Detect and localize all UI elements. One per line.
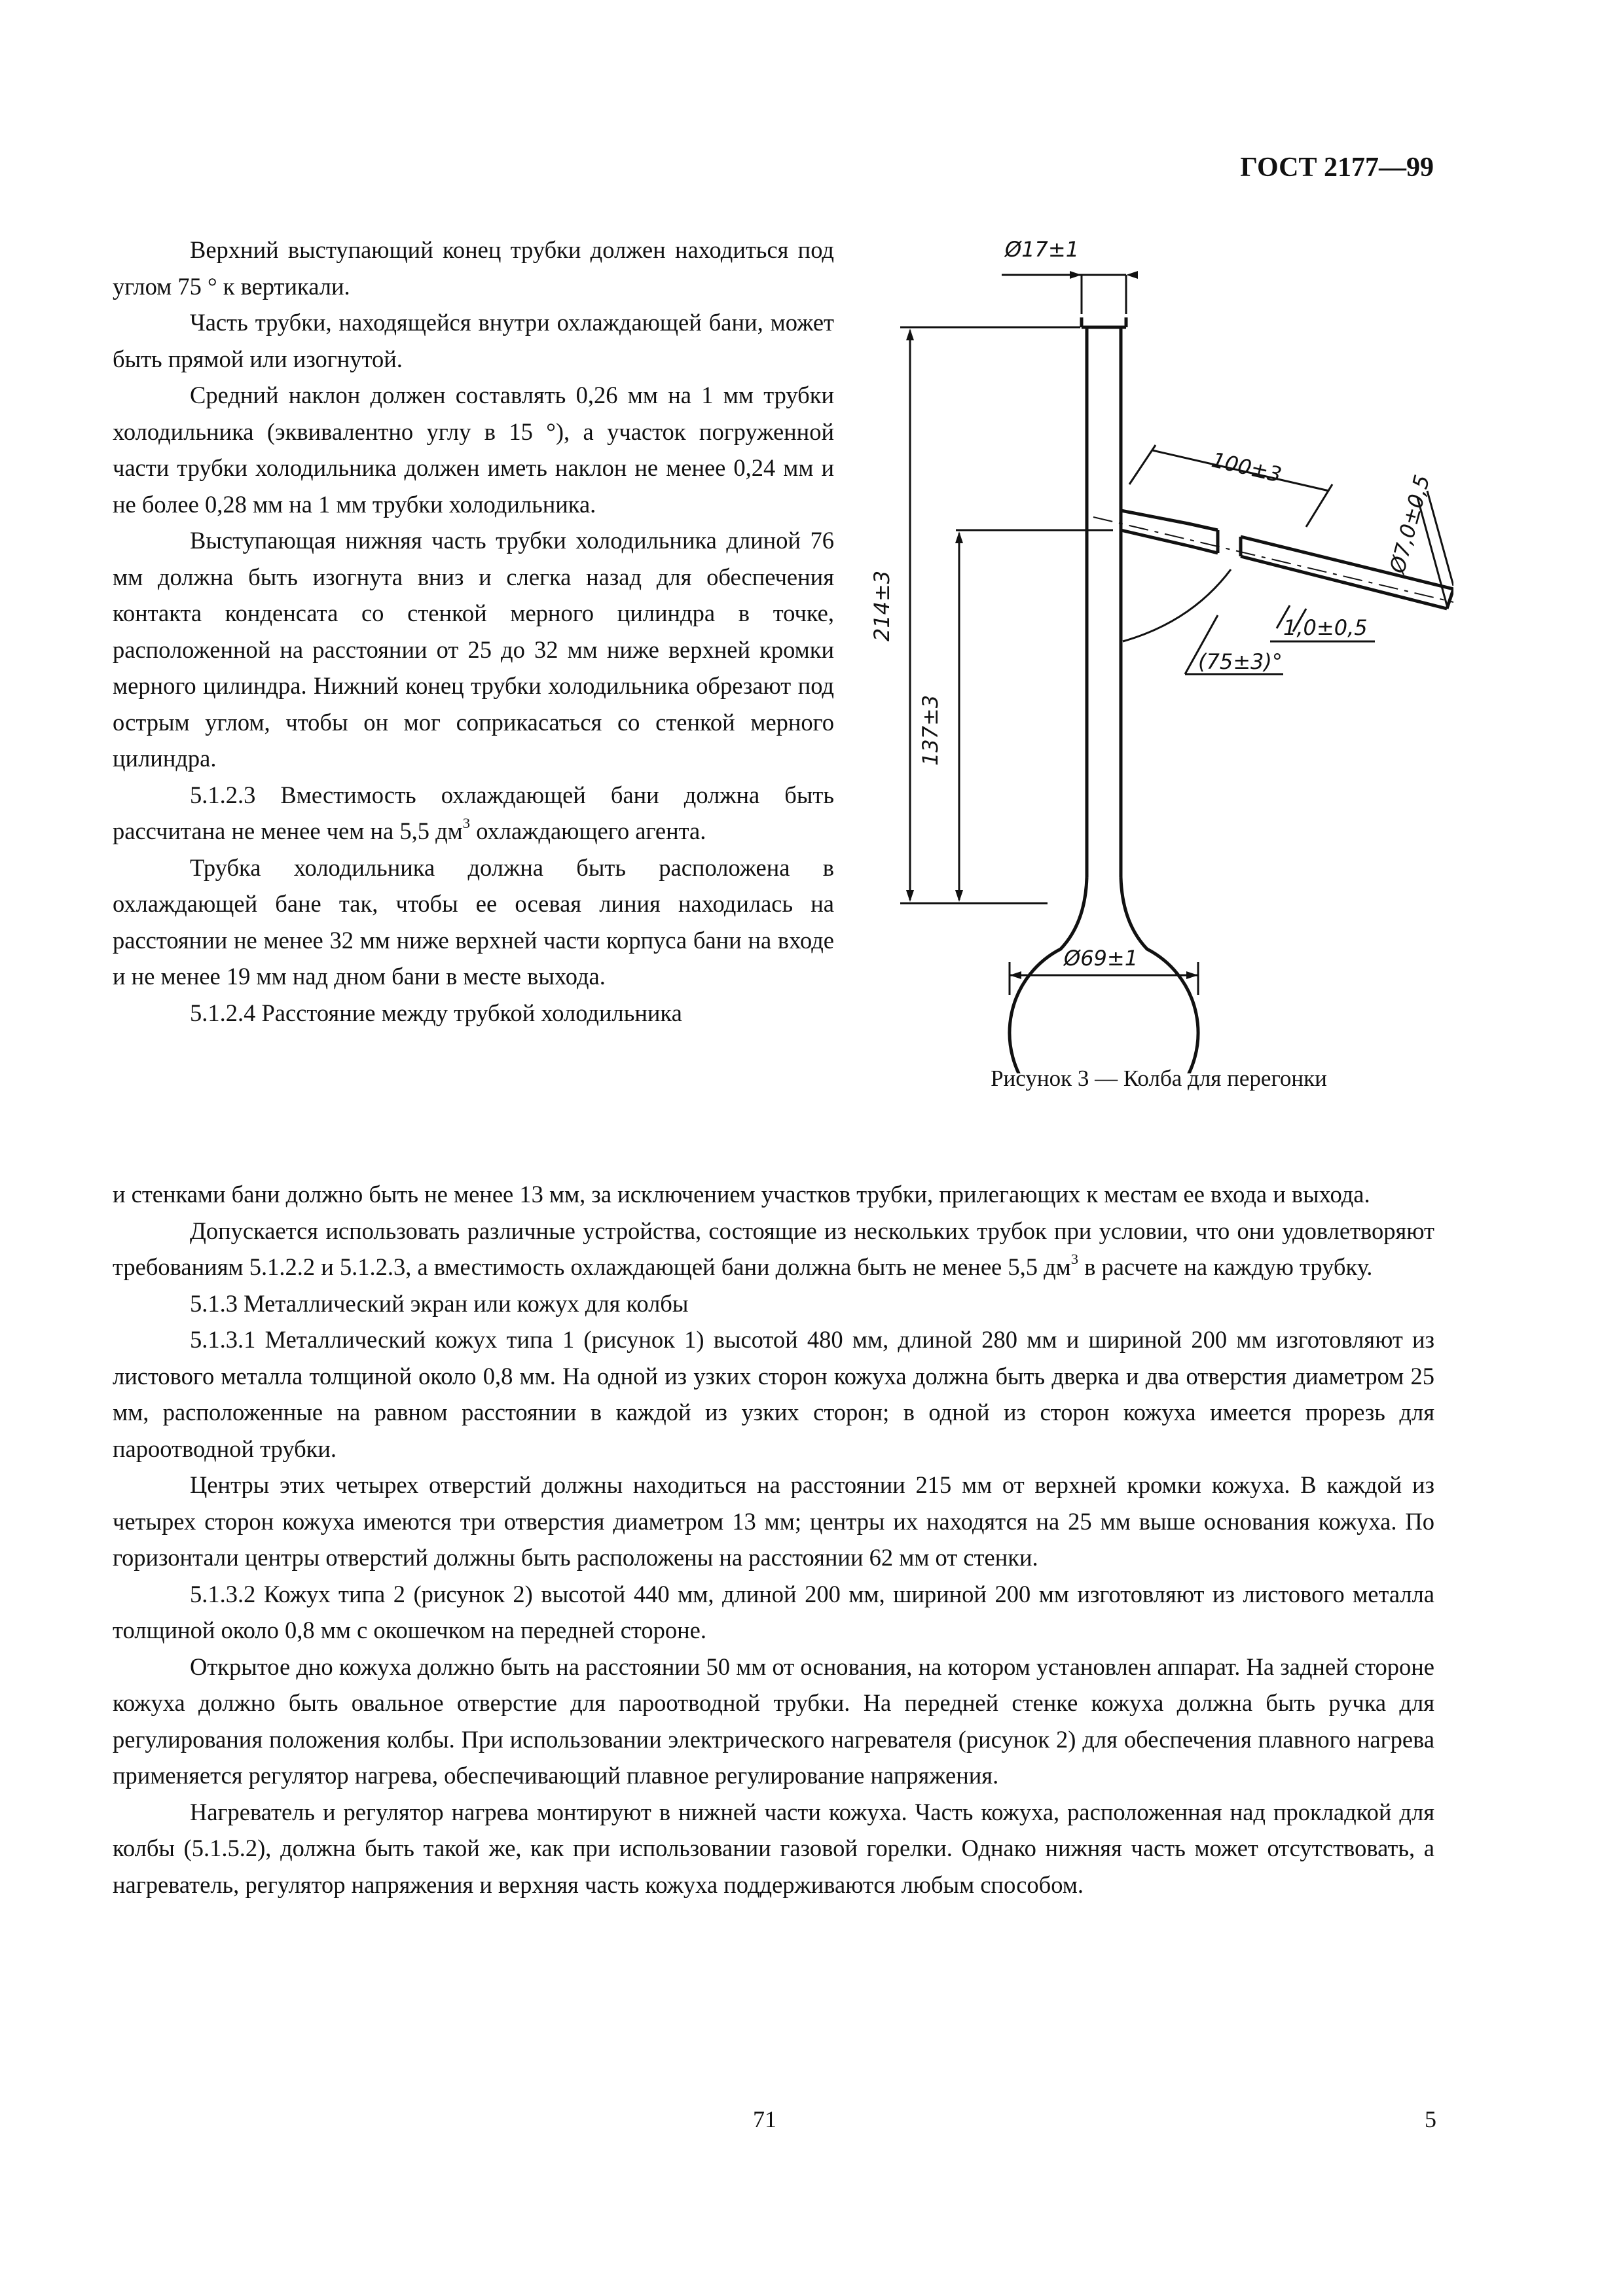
paragraph-text: охлаждающего агента.	[470, 817, 706, 844]
dim-label-bulb-height: 137±3	[918, 694, 943, 766]
dim-label-neck-diameter: Ø17±1	[1005, 237, 1080, 262]
paragraph: Открытое дно кожуха должно быть на расстоянии 50 мм от основания, на котором установлен аппарат. На задней стороне кожуха должно быть овальное отверстие для пароотводной трубки. На передней стенке кожуха должна быть ручка для регулирования положения колбы. При использовании электрического нагревателя (рисунок 2) для обеспечения плавного нагрева применяется регулятор нагрева, обеспечивающий плавное регулирование напряжения.	[113, 1653, 1434, 1789]
dim-ext-lines-height	[900, 327, 1080, 903]
paragraph: 5.1.3.1 Металлический кожух типа 1 (рисунок 1) высотой 480 мм, длиной 280 мм и шириной 200 мм изготовляют из листового металла толщиной около 0,8 мм. На одной из узких сторон кожуха должна быть дверка и два отверстия диаметром 25 мм, расположенные на равном расстоянии в каждой из узких сторон; в одной из сторон кожуха имеется прорезь для пароотводной трубки.	[113, 1326, 1434, 1462]
side-tube-end	[1447, 589, 1453, 609]
superscript: 3	[1070, 1251, 1079, 1268]
paragraph: Часть трубки, находящейся внутри охлаждающей бани, может быть прямой или изогнутой.	[113, 309, 834, 372]
paragraph-5-1-2-4-start: 5.1.2.4 Расстояние между трубкой холодильника	[190, 999, 682, 1026]
dim-label-wall: 1,0±0,5	[1283, 615, 1368, 640]
figure-caption: Рисунок 3 — Колба для перегонки	[991, 1066, 1327, 1091]
page-number-center: 71	[753, 2106, 776, 2132]
paragraph: Трубка холодильника должна быть расположена в охлаждающей бане так, чтобы ее осевая линия находилась на расстоянии не менее 32 мм ниже верхней части корпуса бани на входе и не менее 19 мм над дном бани в месте выхода.	[113, 853, 834, 990]
side-tube-bottom-2	[1241, 556, 1447, 609]
superscript: 3	[462, 815, 471, 832]
flask-drawing	[864, 223, 1453, 1073]
paragraph-text: в расчете на каждую трубку.	[1078, 1253, 1373, 1280]
side-tube-bottom-1	[1121, 530, 1218, 553]
dim-label-side-tube-length: 100±3	[1209, 447, 1285, 488]
paragraph: Верхний выступающий конец трубки должен находиться под углом 75 ° к вертикали.	[113, 236, 834, 300]
figure-distillation-flask	[864, 223, 1453, 1113]
full-width-text	[113, 1176, 1434, 1903]
paragraph-text: 5.1.2.3 Вместимость охлаждающей бани должна быть рассчитана не менее чем на 5,5 дм	[113, 781, 834, 844]
paragraph-text: Допускается использовать различные устройства, состоящие из нескольких трубок при условии, что они удовлетворяют требованиям 5.1.2.2 и 5.1.2.3, а вместимость охлаждающей бани должна быть не менее 5,5 дм	[113, 1217, 1434, 1280]
paragraph: Нагреватель и регулятор нагрева монтируют в нижней части кожуха. Часть кожуха, расположенная над прокладкой для колбы (5.1.5.2), должна быть такой же, как при использовании газовой горелки. Однако нижняя часть может отсутствовать, а нагреватель, регулятор напряжения и верхняя часть кожуха поддерживаются любым способом.	[113, 1798, 1434, 1898]
section-heading-5-1-3: 5.1.3 Металлический экран или кожух для колбы	[190, 1289, 689, 1317]
paragraph: Выступающая нижняя часть трубки холодильника длиной 76 мм должна быть изогнута вниз и слегка назад для обеспечения контакта конденсата со стенкой мерного цилиндра в точке, расположенной на расстоянии от 25 до 32 мм ниже верхней кромки мерного цилиндра. Нижний конец трубки холодильника обрезают под острым углом, чтобы он мог соприкасаться со стенкой мерного цилиндра.	[113, 527, 834, 772]
angle-arc	[1123, 569, 1231, 641]
dim-label-total-height: 214±3	[869, 570, 894, 641]
dim-ext-lines	[1082, 275, 1126, 314]
paragraph-5-1-2-3	[113, 777, 834, 850]
page-number-right: 5	[1425, 2106, 1436, 2132]
document-header: ГОСТ 2177—99	[1240, 152, 1434, 183]
dim-label-angle: (75±3)°	[1198, 649, 1283, 674]
dim-label-bulb-diameter: Ø69±1	[1064, 946, 1139, 971]
paragraph: и стенками бани должно быть не менее 13 мм, за исключением участков трубки, прилегающих к местам ее входа и выхода.	[113, 1181, 1370, 1208]
paragraph: 5.1.3.2 Кожух типа 2 (рисунок 2) высотой 440 мм, длиной 200 мм, шириной 200 мм изготовляют из листового металла толщиной около 0,8 мм с окошечком на передней стороне.	[113, 1580, 1434, 1643]
paragraph-devices	[113, 1213, 1434, 1285]
dim-label-side-tube-diameter: Ø7,0±0,5	[1385, 472, 1435, 576]
paragraph: Центры этих четырех отверстий должны находиться на расстоянии 215 мм от верхней кромки кожуха. В каждой из четырех сторон кожуха имеются три отверстия диаметром 13 мм; центры их находятся на 25 мм выше основания кожуха. По горизонтали центры отверстий должны быть расположены на расстоянии 62 мм от стенки.	[113, 1471, 1434, 1571]
left-text-column	[113, 232, 834, 1031]
paragraph: Средний наклон должен составлять 0,26 мм на 1 мм трубки холодильника (эквивалентно углу в 15 °), а участок погруженной части трубки холодильника должен иметь наклон не менее 0,24 мм и не более 0,28 мм на 1 мм трубки холодильника.	[113, 382, 834, 518]
